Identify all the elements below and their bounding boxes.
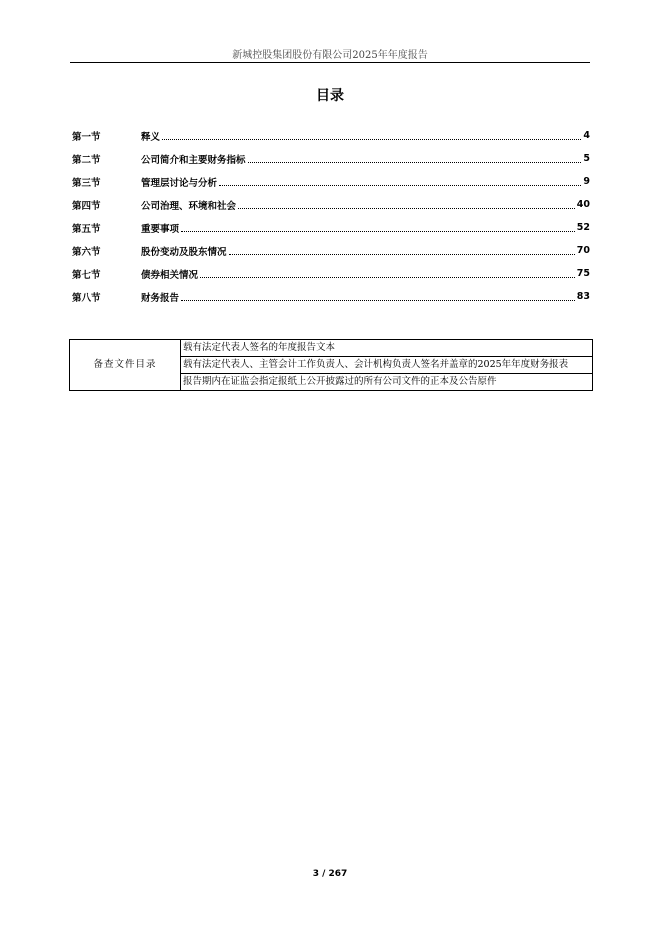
toc-entry-8[interactable] — [72, 285, 590, 308]
toc-section-title: 释义 — [141, 131, 161, 143]
toc-section-title: 公司治理、环境和社会 — [141, 200, 237, 212]
toc-entry-6[interactable] — [72, 239, 590, 262]
table-row — [70, 340, 593, 357]
toc-page-number: 40 — [576, 199, 590, 210]
toc-entry-7[interactable] — [72, 262, 590, 285]
toc-section-title: 公司简介和主要财务指标 — [141, 154, 246, 166]
header-rule — [70, 62, 590, 63]
toc-section-title: 股份变动及股东情况 — [141, 246, 227, 258]
toc-page-number: 9 — [583, 176, 590, 187]
toc-section-number: 第四节 — [72, 200, 101, 212]
toc-section-title: 管理层讨论与分析 — [141, 177, 218, 189]
page-number-indicator: 3 / 267 — [312, 869, 348, 879]
toc-page-number: 70 — [576, 245, 590, 256]
toc-page-number: 75 — [576, 268, 590, 279]
toc-leader-dots — [248, 162, 582, 163]
toc-section-number: 第七节 — [72, 269, 101, 281]
reference-documents-table — [69, 339, 593, 391]
toc-page-number: 4 — [583, 130, 590, 141]
toc-section-title: 债券相关情况 — [141, 269, 199, 281]
page-header: 新城控股集团股份有限公司2025年年度报告 — [232, 50, 428, 61]
toc-page-number: 83 — [576, 291, 590, 302]
toc-leader-dots — [200, 277, 575, 278]
toc-entry-3[interactable] — [72, 170, 590, 193]
reference-document-item: 报告期内在证监会指定报纸上公开披露过的所有公司文件的正本及公告原件 — [181, 374, 593, 391]
toc-section-number: 第八节 — [72, 292, 101, 304]
toc-page-number: 5 — [583, 153, 590, 164]
toc-section-number: 第五节 — [72, 223, 101, 235]
toc-section-number: 第六节 — [72, 246, 101, 258]
page-title: 目录 — [316, 88, 344, 104]
reference-documents-label: 备查文件目录 — [70, 340, 181, 391]
toc-entry-5[interactable] — [72, 216, 590, 239]
reference-document-item: 载有法定代表人、主管会计工作负责人、会计机构负责人签名并盖章的2025年年度财务报表 — [181, 357, 593, 374]
toc-leader-dots — [162, 139, 581, 140]
reference-document-item: 载有法定代表人签名的年度报告文本 — [181, 340, 593, 357]
toc-section-number: 第三节 — [72, 177, 101, 189]
toc-section-title: 财务报告 — [141, 292, 180, 304]
toc-leader-dots — [181, 231, 575, 232]
table-of-contents — [72, 124, 590, 308]
toc-leader-dots — [219, 185, 581, 186]
toc-leader-dots — [238, 208, 575, 209]
toc-section-number: 第一节 — [72, 131, 101, 143]
toc-entry-4[interactable] — [72, 193, 590, 216]
toc-entry-2[interactable] — [72, 147, 590, 170]
toc-section-number: 第二节 — [72, 154, 101, 166]
toc-page-number: 52 — [576, 222, 590, 233]
toc-entry-1[interactable] — [72, 124, 590, 147]
toc-leader-dots — [229, 254, 575, 255]
toc-leader-dots — [181, 300, 575, 301]
toc-section-title: 重要事项 — [141, 223, 180, 235]
